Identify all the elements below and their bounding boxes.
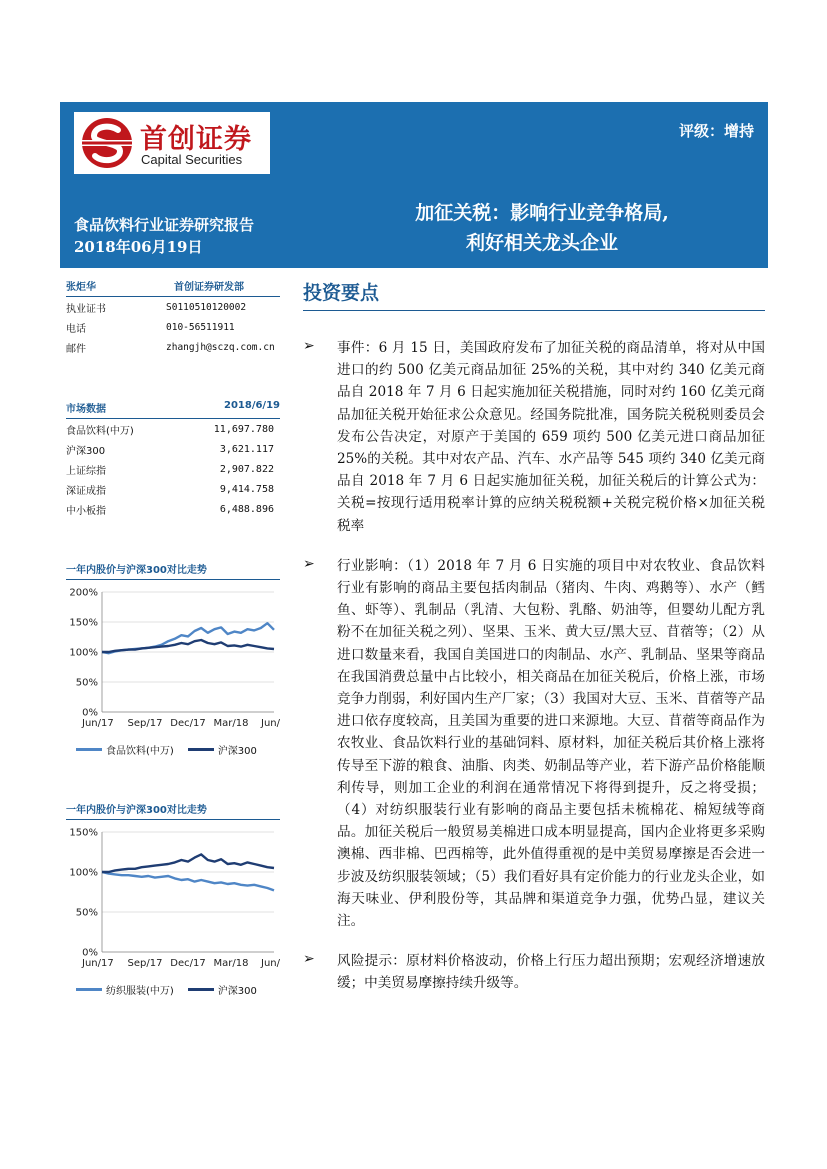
legend-item <box>188 742 257 757</box>
index-name: 上证综指 <box>66 465 106 477</box>
chart-food-beverage <box>66 561 280 757</box>
line-chart <box>66 822 280 972</box>
x-tick-label: Jun/ <box>261 718 280 729</box>
index-name: 沪深300 <box>66 445 106 457</box>
y-tick-label: 0% <box>82 947 98 959</box>
bullet-list <box>303 337 765 995</box>
table-row <box>66 439 280 459</box>
chart-legend <box>66 982 280 997</box>
index-name: 深证成指 <box>66 485 106 497</box>
x-tick-label: Jun/ <box>261 958 280 969</box>
market-data-date: 2018/6/19 <box>223 400 280 411</box>
legend-item <box>76 742 174 757</box>
arrow-bullet-icon: ➢ <box>303 338 315 354</box>
y-tick-label: 150% <box>69 827 98 839</box>
analyst-row-key: 执业证书 <box>66 303 106 315</box>
legend-label: 沪深300 <box>217 986 257 997</box>
logo-emblem-icon <box>80 116 134 170</box>
index-value: 9,414.758 <box>219 483 274 495</box>
chart-title: 一年内股价与沪深300对比走势 <box>66 561 280 580</box>
x-tick-label: Dec/17 <box>170 958 206 969</box>
bullet-text: 事件：6 月 15 日，美国政府发布了加征关税的商品清单，将对从中国进口的约 500 亿美元商品加征 25%的关税，其中对约 340 亿美元商品自 2018 年 7 月 6 日起实施加征关税措施，同时对约 160 亿美元商品加征关税开始征求公众意见。经国务院批准，国务院关税税则委员会发布公告决定，对原产于美国的 659 项约 500 亿美元进口商品加征 25%的关税。其中对农产品、汽车、水产品等 545 项约 340 亿美元商品自 2018 年 7 月 6 日起实施加征关税，加征关税后的计算公式为：关税=按现行适用税率计算的应纳关税税额+关税完税价格×加征关税税率 <box>337 340 765 534</box>
x-tick-label: Jun/17 <box>82 958 114 969</box>
series-line <box>102 640 274 652</box>
legend-item <box>188 982 257 997</box>
list-item <box>303 950 765 994</box>
list-item <box>303 555 765 932</box>
main-content <box>303 278 765 1013</box>
x-tick-label: Jun/17 <box>82 718 114 729</box>
series-line <box>102 872 274 890</box>
report-header <box>60 102 768 268</box>
analyst-row <box>66 337 280 357</box>
index-value: 11,697.780 <box>213 423 274 435</box>
table-row <box>66 499 280 519</box>
report-type: 食品饮料行业证券研究报告 <box>74 216 255 234</box>
y-tick-label: 100% <box>69 647 98 659</box>
analyst-info <box>66 278 280 357</box>
table-row <box>66 419 280 439</box>
analyst-name: 张炬华 <box>66 282 96 293</box>
legend-label: 纺织服装(中万) <box>106 986 174 997</box>
market-data-table <box>66 400 280 519</box>
series-line <box>102 854 274 872</box>
x-tick-label: Sep/17 <box>127 958 163 969</box>
y-tick-label: 150% <box>69 617 98 629</box>
analyst-row <box>66 317 280 337</box>
legend-swatch <box>76 748 102 751</box>
legend-swatch <box>188 748 214 751</box>
analyst-row <box>66 297 280 317</box>
market-data-header <box>66 400 280 419</box>
line-chart <box>66 582 280 732</box>
index-name: 中小板指 <box>66 505 106 517</box>
logo-chinese-name: 首创证券 <box>140 124 252 155</box>
x-tick-label: Mar/18 <box>213 718 249 729</box>
analyst-header <box>66 278 280 297</box>
analyst-row-key: 邮件 <box>66 343 86 355</box>
x-tick-label: Sep/17 <box>127 718 163 729</box>
chart-textile-apparel <box>66 801 280 997</box>
chart-legend <box>66 742 280 757</box>
analyst-row-value: S0110510120002 <box>166 301 247 313</box>
x-tick-label: Mar/18 <box>213 958 249 969</box>
index-name: 食品饮料(中万) <box>66 425 134 437</box>
legend-swatch <box>76 988 102 991</box>
report-date: 2018年06月19日 <box>74 238 203 256</box>
y-tick-label: 50% <box>75 677 98 689</box>
company-logo <box>74 112 270 174</box>
list-item <box>303 337 765 537</box>
x-tick-label: Dec/17 <box>170 718 206 729</box>
legend-swatch <box>188 988 214 991</box>
bullet-text: 行业影响：（1）2018 年 7 月 6 日实施的项目中对农牧业、食品饮料行业有影响的商品主要包括肉制品（猪肉、牛肉、鸡鹅等）、水产（鳕鱼、虾等）、乳制品（乳清、大包粉、乳酪、奶油等，但婴幼儿配方乳粉不在加征关税之列）、坚果、玉米、黄大豆/黑大豆、苜蓿等；（2）从进口数量来看，我国自美国进口的肉制品、水产、乳制品、坚果等商品在我国消费总量中占比较小，相关商品在加征关税后，价格上涨，市场竞争力削弱，利好国内生产厂家；（3）我国对大豆、玉米、苜蓿等产品进口依存度较高，且美国为重要的进口来源地。大豆、苜蓿等商品作为农牧业、食品饮料行业的基础饲料、原材料，加征关税后其价格上涨将传导至下游的粮食、油脂、肉类、奶制品等产业，若下游产品价格能顺利传导，则加工企业的利润在通常情况下将得到提升，反之将受损；（4）对纺织服装行业有影响的商品主要包括未梳棉花、棉短绒等商品。加征关税后一般贸易美棉进口成本明显提高，国内企业将更多采购澳棉、西非棉、巴西棉等，此外值得重视的是中美贸易摩擦是否会进一步波及纺织服装领域；（5）我们看好具有定价能力的行业龙头企业，如海天味业、伊利股份等，其品牌和渠道竞争力强，优势凸显，建议关注。 <box>337 557 765 930</box>
index-value: 3,621.117 <box>219 443 274 455</box>
arrow-bullet-icon: ➢ <box>303 555 315 572</box>
report-title-line2: 利好相关龙头企业 <box>465 232 618 254</box>
analyst-row-key: 电话 <box>66 323 86 335</box>
logo-english-name: Capital Securities <box>141 152 243 167</box>
index-value: 2,907.822 <box>219 463 274 475</box>
legend-item <box>76 982 174 997</box>
table-row <box>66 479 280 499</box>
section-title: 投资要点 <box>303 278 765 311</box>
report-title <box>322 198 762 258</box>
chart-title: 一年内股价与沪深300对比走势 <box>66 801 280 820</box>
arrow-bullet-icon: ➢ <box>303 951 315 968</box>
bullet-text: 风险提示：原材料价格波动，价格上行压力超出预期；宏观经济增速放缓；中美贸易摩擦持续升级等。 <box>337 953 765 992</box>
y-tick-label: 200% <box>69 587 98 599</box>
analyst-row-value: 010-56511911 <box>166 321 235 333</box>
legend-label: 沪深300 <box>217 746 257 757</box>
index-value: 6,488.896 <box>219 503 274 515</box>
analyst-dept: 首创证券研发部 <box>174 282 244 293</box>
table-row <box>66 459 280 479</box>
rating-label: 评级：增持 <box>678 122 754 140</box>
y-tick-label: 100% <box>69 867 98 879</box>
legend-label: 食品饮料(中万) <box>106 746 174 757</box>
report-title-line1: 加征关税：影响行业竞争格局, <box>415 202 669 224</box>
market-data-title: 市场数据 <box>66 404 106 415</box>
analyst-email[interactable]: zhangjh@sczq.com.cn <box>166 341 275 353</box>
y-tick-label: 50% <box>75 907 98 919</box>
y-tick-label: 0% <box>82 707 98 719</box>
